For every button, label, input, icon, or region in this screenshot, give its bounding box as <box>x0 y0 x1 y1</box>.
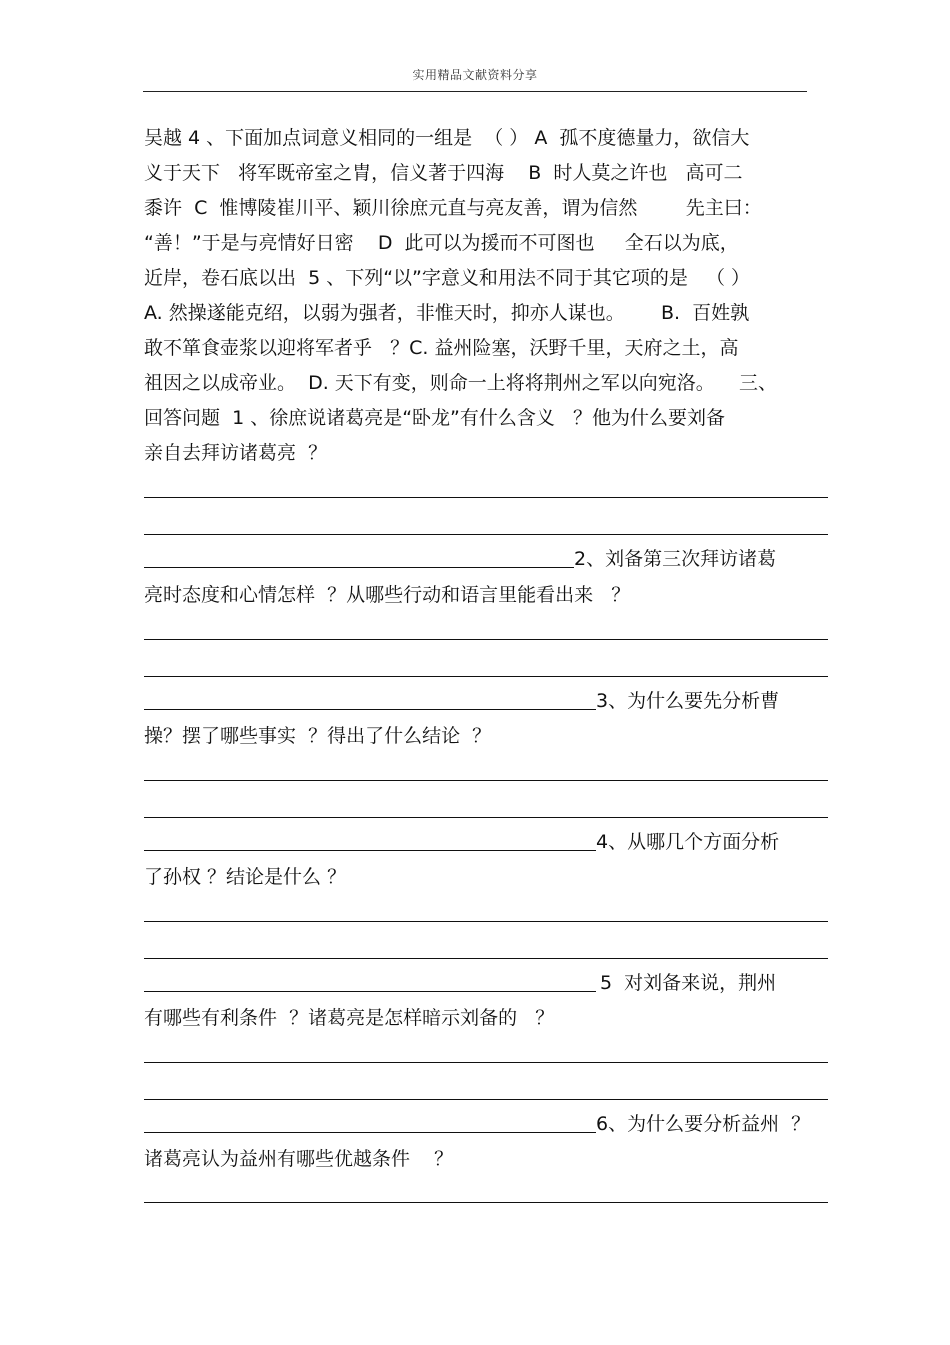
question-number: 6、为什么要分析益州 ？ <box>596 1113 811 1135</box>
body-line: 祖因之以成帝业。 D. 天下有变，则命一上将将荆州之军以向宛洛。 三、 <box>144 372 777 394</box>
body-line: 吴越 4 、下面加点词意义相同的一组是 （ ） A 孤不度德量力，欲信大 <box>144 127 750 149</box>
question-number: 3、为什么要先分析曹 <box>596 690 780 712</box>
answer-line <box>144 958 828 959</box>
question-number: 4、从哪几个方面分析 <box>596 831 780 853</box>
body-line: 黍许 C 惟博陵崔川平、颖川徐庶元直与亮友善，谓为信然 先主曰： <box>144 197 762 219</box>
answer-line <box>144 497 828 498</box>
answer-line <box>144 639 828 640</box>
header-divider <box>143 91 807 92</box>
question-text: 操？摆了哪些事实 ？得出了什么结论 ？ <box>144 725 492 747</box>
answer-line <box>144 780 828 781</box>
body-line: 义于天下 将军既帝室之胄，信义著于四海 B 时人莫之许也 高可二 <box>144 162 743 184</box>
answer-line <box>144 850 596 851</box>
answer-line <box>144 534 828 535</box>
answer-line <box>144 817 828 818</box>
answer-line <box>144 1202 828 1203</box>
question-number: 2、刘备第三次拜访诸葛 <box>574 548 777 570</box>
question-text: 了孙权 ？结论是什么 ？ <box>144 866 347 888</box>
answer-line <box>144 991 596 992</box>
answer-line <box>144 1099 828 1100</box>
body-line: A. 然操遂能克绍，以弱为强者，非惟天时，抑亦人谋也。 B. 百姓孰 <box>144 302 750 324</box>
body-line: 近岸，卷石底以出 5 、下列“以”字意义和用法不同于其它项的是 （ ） <box>144 267 751 289</box>
answer-line <box>144 921 828 922</box>
body-line: 亲自去拜访诸葛亮 ？ <box>144 442 328 464</box>
question-number: 5 对刘备来说，荆州 <box>600 972 777 994</box>
question-text: 亮时态度和心情怎样 ？从哪些行动和语言里能看出来 ？ <box>144 584 631 606</box>
answer-line <box>144 709 596 710</box>
body-line: 回答问题 1 、徐庶说诸葛亮是“卧龙”有什么含义 ？他为什么要刘备 <box>144 407 726 429</box>
question-text: 诸葛亮认为益州有哪些优越条件 ？ <box>144 1148 454 1170</box>
answer-line <box>144 1062 828 1063</box>
body-line: “善！”于是与亮情好日密 D 此可以为援而不可图也 全石以为底， <box>144 232 739 254</box>
answer-line <box>144 676 828 677</box>
page-header: 实用精品文献资料分享 <box>412 68 538 82</box>
question-text: 有哪些有利条件 ？诸葛亮是怎样暗示刘备的 ？ <box>144 1007 555 1029</box>
answer-line <box>144 567 574 568</box>
answer-line <box>144 1132 596 1133</box>
body-line: 敢不箪食壶浆以迎将军者乎 ？C. 益州险塞，沃野千里，天府之土，高 <box>144 337 739 359</box>
